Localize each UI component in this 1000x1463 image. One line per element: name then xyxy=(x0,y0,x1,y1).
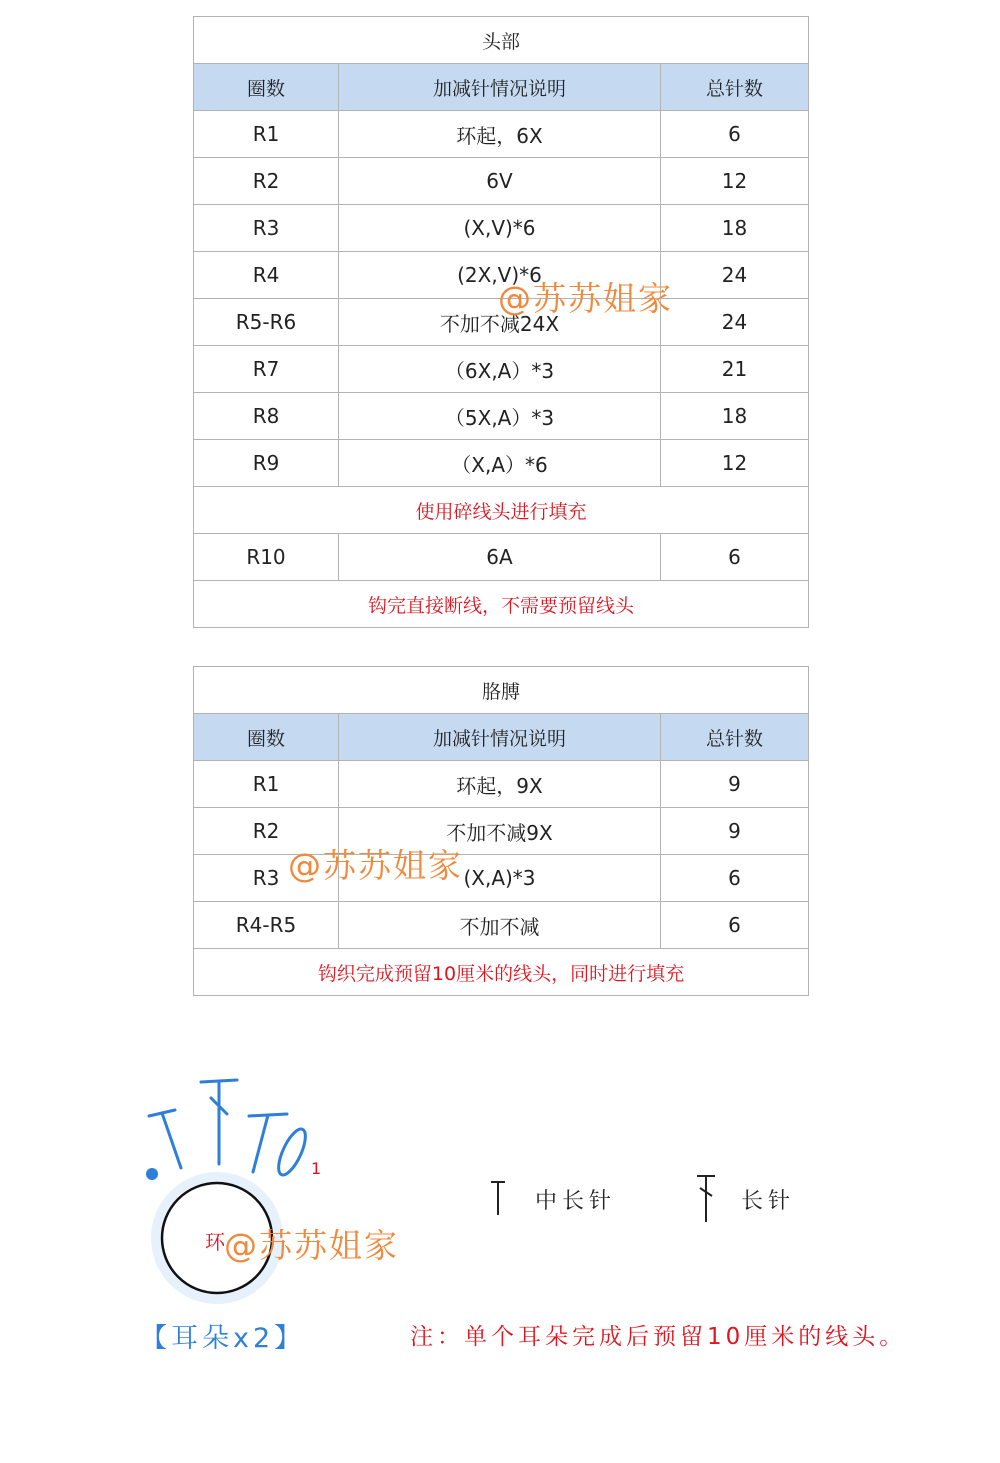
table-header-row xyxy=(194,714,809,761)
column-header-round: 圈数 xyxy=(194,64,339,111)
table-row xyxy=(194,111,809,158)
round-cell: R4 xyxy=(194,252,339,299)
table-row xyxy=(194,808,809,855)
total-cell: 6 xyxy=(661,855,809,902)
round-cell: R3 xyxy=(194,855,339,902)
desc-cell: 6V xyxy=(339,158,661,205)
total-cell: 18 xyxy=(661,205,809,252)
total-cell: 18 xyxy=(661,393,809,440)
head-table xyxy=(193,16,809,628)
hdc-legend-icon xyxy=(488,1178,508,1218)
round-cell: R5-R6 xyxy=(194,299,339,346)
watermark: @苏苏姐家 xyxy=(498,279,673,318)
table-row xyxy=(194,205,809,252)
watermark: @苏苏姐家 xyxy=(224,1226,399,1265)
total-cell: 6 xyxy=(661,902,809,949)
arm-end-note: 钩织完成预留10厘米的线头，同时进行填充 xyxy=(194,949,809,996)
column-header-round: 圈数 xyxy=(194,714,339,761)
slip-stitch-dot xyxy=(146,1168,158,1180)
ear-caption: 【耳朵x2】 xyxy=(140,1323,306,1354)
total-cell: 24 xyxy=(661,299,809,346)
desc-cell: 不加不减 xyxy=(339,902,661,949)
desc-cell: 6A xyxy=(339,534,661,581)
fill-note: 使用碎线头进行填充 xyxy=(194,487,809,534)
table-row xyxy=(194,534,809,581)
round-cell: R4-R5 xyxy=(194,902,339,949)
table-row xyxy=(194,855,809,902)
table-row xyxy=(194,761,809,808)
total-cell: 9 xyxy=(661,808,809,855)
desc-cell: 环起，6X xyxy=(339,111,661,158)
total-cell: 12 xyxy=(661,440,809,487)
table-row xyxy=(194,299,809,346)
table-row xyxy=(194,252,809,299)
total-cell: 24 xyxy=(661,252,809,299)
desc-cell: （5X,A）*3 xyxy=(339,393,661,440)
ear-note: 注：单个耳朵完成后预留10厘米的线头。 xyxy=(410,1324,907,1350)
total-cell: 9 xyxy=(661,761,809,808)
hdc-stitch-icon xyxy=(249,1114,287,1172)
desc-cell: 环起，9X xyxy=(339,761,661,808)
dc-legend-icon xyxy=(694,1172,718,1224)
desc-cell: 不加不减24X xyxy=(339,299,661,346)
table-row xyxy=(194,158,809,205)
column-header-total: 总针数 xyxy=(661,64,809,111)
table-row xyxy=(194,902,809,949)
column-header-total: 总针数 xyxy=(661,714,809,761)
column-header-desc: 加减针情况说明 xyxy=(339,714,661,761)
table-row xyxy=(194,440,809,487)
table-row xyxy=(194,393,809,440)
total-cell: 6 xyxy=(661,534,809,581)
total-cell: 12 xyxy=(661,158,809,205)
round-cell: R2 xyxy=(194,158,339,205)
table-row xyxy=(194,346,809,393)
round-cell: R7 xyxy=(194,346,339,393)
round-cell: R9 xyxy=(194,440,339,487)
desc-cell: （X,A）*6 xyxy=(339,440,661,487)
round-cell: R1 xyxy=(194,761,339,808)
hdc-stitch-icon xyxy=(149,1110,181,1168)
desc-cell: 不加不减9X xyxy=(339,808,661,855)
arm-table-title: 胳膊 xyxy=(194,667,809,714)
desc-cell: (X,V)*6 xyxy=(339,205,661,252)
total-cell: 6 xyxy=(661,111,809,158)
column-header-desc: 加减针情况说明 xyxy=(339,64,661,111)
chain-stitch-icon xyxy=(273,1126,310,1179)
round-cell: R2 xyxy=(194,808,339,855)
round-cell: R10 xyxy=(194,534,339,581)
ring-label: 环 xyxy=(205,1230,225,1254)
table-header-row xyxy=(194,64,809,111)
watermark: @苏苏姐家 xyxy=(288,846,463,885)
legend-dc-label: 长针 xyxy=(741,1189,796,1214)
desc-cell: (2X,V)*6 xyxy=(339,252,661,299)
head-end-note: 钩完直接断线，不需要预留线头 xyxy=(194,581,809,628)
desc-cell: (X,A)*3 xyxy=(339,855,661,902)
round-cell: R3 xyxy=(194,205,339,252)
round-cell: R1 xyxy=(194,111,339,158)
dc-stitch-icon xyxy=(201,1080,237,1164)
desc-cell: （6X,A）*3 xyxy=(339,346,661,393)
ear-stitch-diagram xyxy=(135,1070,355,1310)
round-cell: R8 xyxy=(194,393,339,440)
arm-table xyxy=(193,666,809,996)
head-table-title: 头部 xyxy=(194,17,809,64)
total-cell: 21 xyxy=(661,346,809,393)
round-number: 1 xyxy=(311,1159,322,1178)
legend-hdc-label: 中长针 xyxy=(535,1189,617,1214)
